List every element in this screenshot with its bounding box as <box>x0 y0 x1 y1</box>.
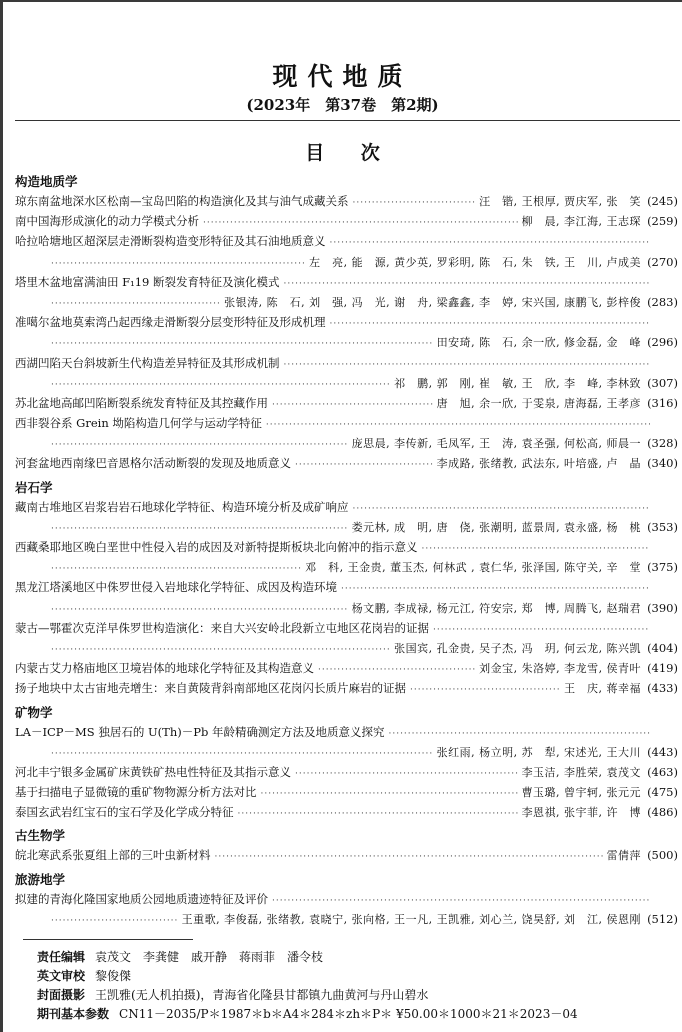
toc-heading: 目 次 <box>305 142 380 164</box>
credit-value: CN11－2035/P＊1987＊b＊A4＊284＊zh＊P＊ ¥50.00＊1000＊21＊2023－04 <box>119 1007 578 1021</box>
leader-dots <box>284 355 651 373</box>
article-title: 西非裂谷系 Grein 坳陷构造几何学与运动学特征 <box>15 416 262 431</box>
article-title: 西湖凹陷天台斜坡新生代构造差异特征及其形成机制 <box>15 355 280 370</box>
toc-entry[interactable] <box>15 211 678 231</box>
article-title: 西藏桑耶地区晚白垩世中性侵入岩的成因及对新特提斯板块北向俯冲的指示意义 <box>15 540 418 554</box>
toc-entry[interactable] <box>15 231 678 271</box>
toc-entry[interactable] <box>15 722 678 762</box>
article-authors: 娄元林, 成 明, 唐 侥, 张潮明, 蓝景周, 袁永盛, 杨 桃 <box>351 520 642 534</box>
page-number: (353) <box>647 519 678 534</box>
toc-section <box>15 172 678 474</box>
leader-dots <box>215 847 603 865</box>
leader-dots <box>51 911 178 929</box>
article-title: 准噶尔盆地莫索湾凸起西缘走滑断裂分层变形特征及形成机理 <box>15 315 326 330</box>
section-title: 岩石学 <box>15 479 53 495</box>
toc-section <box>15 826 678 865</box>
leader-dots <box>51 254 305 272</box>
leader-dots <box>388 724 650 742</box>
page-number: (340) <box>647 456 678 471</box>
leader-dots <box>353 499 651 517</box>
section-title: 构造地质学 <box>15 174 78 189</box>
page-number: (375) <box>647 560 678 575</box>
article-title: 河北丰宁银多金属矿床黄铁矿热电性特征及其指示意义 <box>15 764 291 779</box>
toc-entry[interactable] <box>15 845 678 865</box>
article-authors: 李玉洁, 李胜荣, 袁茂文 <box>521 765 642 779</box>
toc-entry[interactable] <box>15 393 678 413</box>
toc-entry[interactable] <box>15 802 678 822</box>
article-title: 泰国玄武岩红宝石的宝石学及化学成分特征 <box>15 805 234 820</box>
article-authors: 张国宾, 孔金贵, 吴子杰, 冯 玥, 何云龙, 陈兴凯 <box>394 641 642 655</box>
toc-section <box>15 478 678 699</box>
article-authors: 李成路, 张绪教, 武法东, 叶培盛, 卢 晶 <box>436 457 642 471</box>
article-authors: 张红雨, 杨立明, 苏 犁, 宋述光, 王大川 <box>436 745 642 759</box>
issue-info: (2023年 第37卷 第2期) <box>246 96 439 114</box>
toc-entry[interactable] <box>15 889 678 929</box>
credit-row <box>37 986 677 1005</box>
leader-dots <box>261 784 518 802</box>
page-number: (404) <box>647 640 678 655</box>
article-authors: 田安琦, 陈 石, 余一欣, 修金磊, 金 峰 <box>436 336 642 350</box>
credit-label: 期刊基本参数 <box>37 1007 110 1021</box>
page-number: (463) <box>647 764 678 779</box>
article-title: 哈拉哈塘地区超深层走滑断裂构造变形特征及其石油地质意义 <box>15 234 326 249</box>
leader-dots <box>51 519 348 537</box>
page-number: (270) <box>647 254 678 269</box>
article-title: LA－ICP－MS 独居石的 U(Th)－Pb 年龄精确测定方法及地质意义探究 <box>15 724 385 739</box>
header-divider <box>15 120 680 121</box>
article-authors: 王重歌, 李俊磊, 张绪教, 袁晓宁, 张向格, 王一凡, 王凯雅, 刘心兰, 饶昊舒, 刘 江, 侯恩刚 <box>181 912 642 926</box>
leader-dots <box>51 334 433 352</box>
page-number: (419) <box>647 661 678 676</box>
article-title: 基于扫描电子显微镜的重矿物物源分析方法对比 <box>15 785 257 800</box>
article-authors: 杨文鹏, 李成禄, 杨元江, 符安宗, 郑 博, 周腾飞, 赵瑞君 <box>351 601 642 615</box>
toc-entry[interactable] <box>15 782 678 802</box>
credit-value: 黎俊傑 <box>95 969 132 983</box>
section-title: 古生物学 <box>15 828 66 844</box>
table-of-contents <box>15 172 678 929</box>
article-authors: 祁 鹏, 郭 刚, 崔 敏, 王 欣, 李 峰, 李林致 <box>394 376 642 390</box>
section-title: 旅游地学 <box>15 871 66 887</box>
article-authors: 左 亮, 能 源, 黄少英, 罗彩明, 陈 石, 朱 铁, 王 川, 卢成美 <box>309 255 642 269</box>
toc-entry[interactable] <box>15 577 678 617</box>
article-title: 拟建的青海化隆国家地质公园地质遗迹特征及评价 <box>15 891 268 906</box>
article-authors: 庞思晨, 李传新, 毛凤军, 王 涛, 袁圣强, 何松高, 师晨一 <box>351 437 642 451</box>
page-number: (259) <box>647 214 678 229</box>
article-authors: 唐 旭, 余一欣, 于雯泉, 唐海磊, 王孝彦 <box>436 396 642 410</box>
page-number: (475) <box>647 785 678 800</box>
leader-dots <box>433 620 650 638</box>
toc-entry[interactable] <box>15 413 678 453</box>
article-authors: 汪 锴, 王根厚, 贾庆军, 张 笑 <box>479 195 642 208</box>
credit-label: 责任编辑 <box>37 950 86 964</box>
article-authors: 王 庆, 蒋幸福 <box>564 682 642 696</box>
journal-title: 现代地质 <box>272 62 413 91</box>
article-title: 扬子地块中太古宙地壳增生：来自黄陵背斜南部地区花岗闪长质片麻岩的证据 <box>15 681 406 696</box>
leader-dots <box>330 314 651 332</box>
leader-dots <box>318 660 475 678</box>
article-authors: 柳 晨, 李江海, 王志琛 <box>521 215 642 229</box>
article-title: 苏北盆地高邮凹陷断裂系统发育特征及其控藏作用 <box>15 395 268 410</box>
page-number: (296) <box>647 335 678 350</box>
leader-dots <box>266 415 650 433</box>
toc-entry[interactable] <box>15 312 678 352</box>
leader-dots <box>51 744 433 762</box>
leader-dots <box>51 559 301 577</box>
toc-section <box>15 703 678 823</box>
credit-value: 王凯雅(无人机拍摄)，青海省化隆县甘都镇九曲黄河与丹山碧水 <box>95 988 429 1002</box>
article-title: 南中国海形成演化的动力学模式分析 <box>15 214 199 229</box>
credit-label: 封面摄影 <box>37 988 86 1002</box>
leader-dots <box>330 233 651 251</box>
toc-entry[interactable] <box>15 453 678 473</box>
toc-entry[interactable] <box>15 658 678 678</box>
page-number: (443) <box>647 744 678 759</box>
leader-dots <box>51 435 348 453</box>
leader-dots <box>422 539 651 557</box>
leader-dots <box>203 213 518 231</box>
toc-entry[interactable] <box>15 618 678 658</box>
toc-entry[interactable] <box>15 537 678 577</box>
toc-entry[interactable] <box>15 353 678 393</box>
toc-section <box>15 870 678 929</box>
leader-dots <box>410 680 560 698</box>
page-number: (307) <box>647 375 678 390</box>
page-number: (500) <box>647 848 678 863</box>
article-title: 皖北寒武系张夏组上部的三叶虫新材料 <box>15 848 211 863</box>
document-page <box>3 2 682 1032</box>
article-title: 塔里木盆地富满油田 F₁19 断裂发育特征及演化模式 <box>15 274 280 289</box>
leader-dots <box>51 375 390 393</box>
toc-entry[interactable] <box>15 272 678 312</box>
leader-dots <box>295 455 433 473</box>
toc-entry[interactable] <box>15 497 678 537</box>
credit-label: 英文审校 <box>37 969 86 983</box>
leader-dots <box>341 579 650 597</box>
page-number: (433) <box>647 681 678 696</box>
leader-dots <box>284 274 650 292</box>
leader-dots <box>51 294 220 312</box>
article-title: 蒙古—鄂霍次克洋早侏罗世构造演化：来自大兴安岭北段新立屯地区花岗岩的证据 <box>15 620 429 635</box>
article-title: 河套盆地西南缘巴音恩格尔活动断裂的发现及地质意义 <box>15 456 291 471</box>
article-authors: 曹玉璐, 曾宇轲, 张元元 <box>521 786 642 800</box>
toc-entry[interactable] <box>15 678 678 698</box>
article-authors: 雷倩萍 <box>606 849 642 863</box>
article-title: 内蒙古艾力格庙地区卫境岩体的地球化学特征及其构造意义 <box>15 661 314 676</box>
article-title: 黑龙江塔溪地区中侏罗世侵入岩地球化学特征、成因及构造环境 <box>15 580 337 595</box>
page-number: (316) <box>647 395 678 410</box>
article-authors: 邓 科, 王金贵, 董玉杰, 何林武 , 袁仁华, 张泽国, 陈守关, 辛 堂 <box>305 561 642 575</box>
page-number: (245) <box>647 194 678 208</box>
leader-dots <box>272 395 433 413</box>
leader-dots <box>238 804 518 822</box>
article-title: 琼东南盆地深水区松南—宝岛凹陷的构造演化及其与油气成藏关系 <box>15 194 349 208</box>
leader-dots <box>272 891 650 909</box>
page-number: (328) <box>647 436 678 451</box>
footer-divider <box>23 939 193 940</box>
page-number: (486) <box>647 805 678 820</box>
article-authors: 刘金宝, 朱洛婷, 李龙雪, 侯青叶 <box>479 662 642 676</box>
page-number: (283) <box>647 294 678 309</box>
article-title: 藏南古堆地区岩浆岩岩石地球化学特征、构造环境分析及成矿响应 <box>15 499 349 514</box>
section-title: 矿物学 <box>15 704 53 720</box>
article-authors: 张银涛, 陈 石, 刘 强, 冯 光, 谢 舟, 梁鑫鑫, 李 婷, 宋兴国, 康鹏飞, 彭梓俊 <box>224 295 642 309</box>
leader-dots <box>51 640 390 658</box>
leader-dots <box>295 764 518 782</box>
leader-dots <box>353 193 476 211</box>
credit-row <box>37 948 677 967</box>
credit-row <box>37 967 677 986</box>
credit-value: 袁茂文 李龚健 戚开静 蒋雨菲 潘令枝 <box>95 950 324 964</box>
editorial-credits <box>37 948 677 1024</box>
page-number: (390) <box>647 600 678 615</box>
leader-dots <box>51 600 348 618</box>
credit-row <box>37 1005 677 1024</box>
article-authors: 李恩祺, 张宇菲, 许 博 <box>521 806 642 820</box>
page-number: (512) <box>647 911 678 926</box>
toc-entry[interactable] <box>15 762 678 782</box>
toc-entry[interactable] <box>15 191 678 211</box>
